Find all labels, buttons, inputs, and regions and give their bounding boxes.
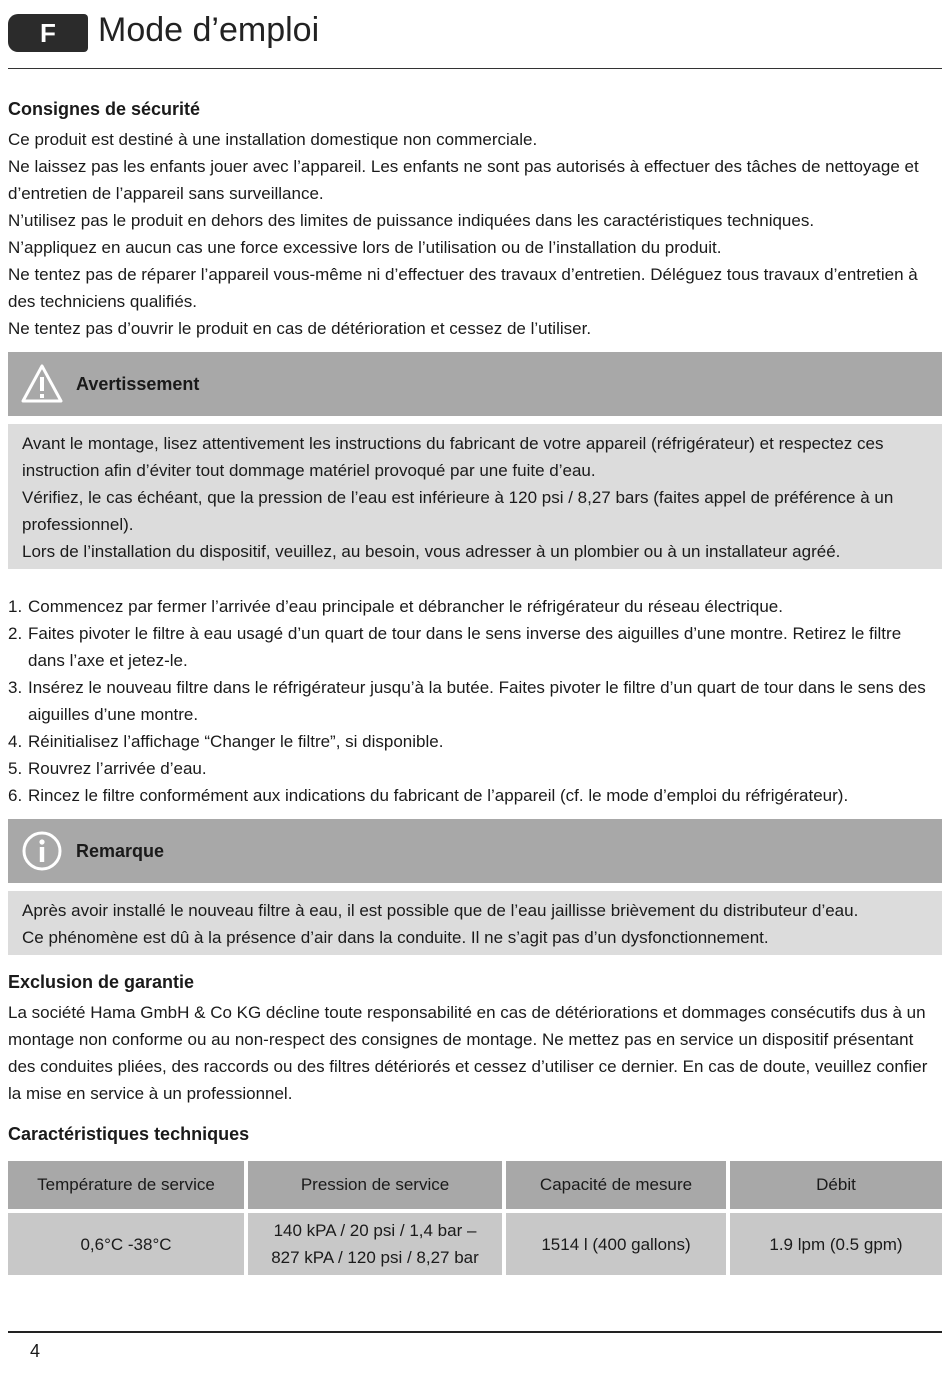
table-row xyxy=(8,1213,942,1275)
safety-paragraph: Ne tentez pas de réparer l’appareil vous-même ni d’effectuer des travaux d’entretien. Déléguez tous travaux d’entretien à des techniciens qualifiés. xyxy=(8,265,918,311)
safety-paragraph: N’utilisez pas le produit en dehors des limites de puissance indiquées dans les caractéristiques techniques. xyxy=(8,211,815,230)
table-cell: 140 kPA / 20 psi / 1,4 bar – 827 kPA / 120 psi / 8,27 bar xyxy=(248,1213,502,1275)
step-number: 5. xyxy=(8,759,23,778)
safety-section xyxy=(8,96,942,342)
list-item xyxy=(8,755,942,782)
page-number: 4 xyxy=(30,1341,41,1361)
table-header-cell: Pression de service xyxy=(248,1161,502,1209)
step-text: Rouvrez l’arrivée d’eau. xyxy=(28,759,207,778)
safety-paragraph: Ne laissez pas les enfants jouer avec l’appareil. Les enfants ne sont pas autorisés à effectuer des tâches de nettoyage et d’entretien de l’appareil sans surveillance. xyxy=(8,157,919,203)
step-number: 4. xyxy=(8,732,23,751)
specs-table xyxy=(4,1157,946,1279)
safety-paragraph: N’appliquez en aucun cas une force excessive lors de l’utilisation ou de l’installation du produit. xyxy=(8,238,722,257)
note-label: Remarque xyxy=(76,841,165,861)
warranty-heading: Exclusion de garantie xyxy=(8,972,195,992)
note-banner xyxy=(8,819,942,883)
step-number: 2. xyxy=(8,624,23,643)
note-box xyxy=(8,891,942,955)
note-paragraph: Ce phénomène est dû à la présence d’air dans la conduite. Il ne s’agit pas d’un dysfonctionnement. xyxy=(22,928,769,947)
list-item xyxy=(8,782,942,809)
warning-paragraph: Vérifiez, le cas échéant, que la pression de l’eau est inférieure à 120 psi / 8,27 bars (faites appel de préférence à un professionnel). xyxy=(22,488,894,534)
header-divider xyxy=(8,68,942,69)
warranty-text: La société Hama GmbH & Co KG décline toute responsabilité en cas de détériorations et dommages consécutifs dus à un montage non conforme ou au non-respect des consignes de montage. Ne mettez pas en service un dispositif présentant des conduites pliées, des raccords ou des filtres détériorés et cessez d’utiliser ce dernier. En cas de doute, veuillez confier la mise en service à un professionnel. xyxy=(8,1003,928,1103)
table-header-cell: Débit xyxy=(730,1161,942,1209)
safety-paragraph: Ne tentez pas d’ouvrir le produit en cas de détérioration et cessez de l’utiliser. xyxy=(8,319,592,338)
step-text: Rincez le filtre conformément aux indications du fabricant de l’appareil (cf. le mode d’emploi du réfrigérateur). xyxy=(28,786,849,805)
page-header xyxy=(8,10,942,52)
note-paragraph: Après avoir installé le nouveau filtre à eau, il est possible que de l’eau jaillisse brièvement du distributeur d’eau. xyxy=(22,901,859,920)
specs-section xyxy=(8,1121,942,1279)
safety-heading: Consignes de sécurité xyxy=(8,99,201,119)
instruction-steps xyxy=(8,593,942,809)
list-item xyxy=(8,674,942,728)
table-header-cell: Température de service xyxy=(8,1161,244,1209)
warning-triangle-icon xyxy=(20,362,64,406)
list-item xyxy=(8,620,942,674)
table-header-row xyxy=(8,1161,942,1209)
page-title: Mode d’emploi xyxy=(98,11,320,49)
step-text: Insérez le nouveau filtre dans le réfrigérateur jusqu’à la butée. Faites pivoter le filtre d’un quart de tour dans le sens des aiguilles d’une montre. xyxy=(28,678,926,724)
warning-paragraph: Lors de l’installation du dispositif, veuillez, au besoin, vous adresser à un plombier ou à un installateur agréé. xyxy=(22,542,841,561)
list-item xyxy=(8,593,942,620)
table-cell: 0,6°C -38°C xyxy=(8,1213,244,1275)
language-badge: F xyxy=(8,14,88,52)
footer-divider xyxy=(8,1331,942,1333)
step-text: Faites pivoter le filtre à eau usagé d’un quart de tour dans le sens inverse des aiguilles d’une montre. Retirez le filtre dans l’axe et jetez-le. xyxy=(28,624,902,670)
step-number: 6. xyxy=(8,786,23,805)
table-header-cell: Capacité de mesure xyxy=(506,1161,726,1209)
list-item xyxy=(8,728,942,755)
step-text: Commencez par fermer l’arrivée d’eau principale et débrancher le réfrigérateur du réseau électrique. xyxy=(28,597,783,616)
step-number: 3. xyxy=(8,678,23,697)
warning-label: Avertissement xyxy=(76,374,200,394)
info-circle-icon xyxy=(20,829,64,873)
warning-banner xyxy=(8,352,942,416)
table-cell: 1514 l (400 gallons) xyxy=(506,1213,726,1275)
specs-heading: Caractéristiques techniques xyxy=(8,1124,250,1144)
warning-paragraph: Avant le montage, lisez attentivement les instructions du fabricant de votre appareil (réfrigérateur) et respectez ces instruction afin d’éviter tout dommage matériel provoqué par une fuite d’eau. xyxy=(22,434,884,480)
safety-paragraph: Ce produit est destiné à une installation domestique non commerciale. xyxy=(8,130,538,149)
warning-box xyxy=(8,424,942,569)
step-number: 1. xyxy=(8,597,23,616)
table-cell: 1.9 lpm (0.5 gpm) xyxy=(730,1213,942,1275)
main-content xyxy=(8,96,942,1279)
warranty-section xyxy=(8,969,942,1107)
step-text: Réinitialisez l’affichage “Changer le filtre”, si disponible. xyxy=(28,732,444,751)
